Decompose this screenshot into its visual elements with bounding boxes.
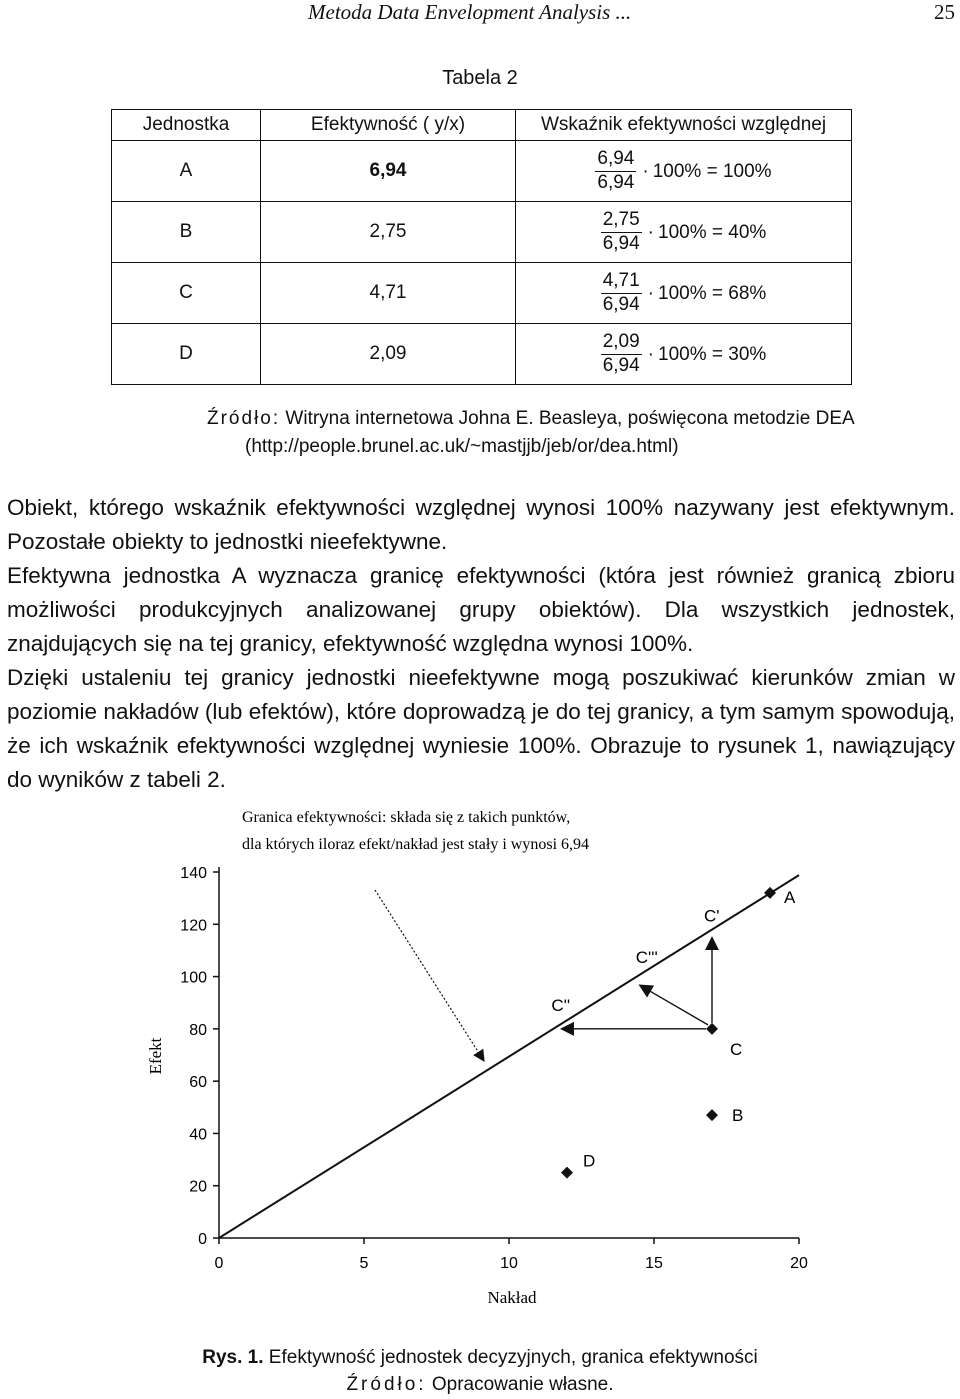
figure-title: Efektywność jednostek decyzyjnych, granica efektywności [268,1347,758,1368]
column-header: Efektywność ( y/x) [261,110,516,141]
unit-cell: B [112,202,261,263]
efficiency-frontier-line [219,875,799,1238]
point-b-marker [706,1109,718,1121]
point-d-label: D [583,1151,596,1171]
point-cprime-label: C' [704,906,720,926]
paragraph: Obiekt, którego wskaźnik efektywności względnej wynosi 100% nazywany jest efektywnym. Pozostałe obiekty to jednostki nieefektywne. [7,495,955,554]
column-header: Jednostka [112,110,261,141]
y-tick-label: 20 [189,1178,207,1196]
page-header [0,0,960,30]
figure-number: Rys. 1. [202,1347,264,1368]
fraction: $\frac{4,71}{6,94}$ [602,270,640,315]
point-cdouble-label: C'' [551,995,571,1015]
point-b-label: B [732,1106,744,1126]
source-label: Źródło: [346,1374,427,1395]
x-tick-label: 20 [790,1255,808,1272]
efficiency-cell: 6,94 [261,141,516,202]
body-text [7,491,955,797]
unit-cell: C [112,263,261,324]
source-label: Źródło: [207,408,281,429]
relative-efficiency-cell: $\frac{6,94}{6,94}$ · 100% = 100% [516,141,852,202]
y-tick-label: 40 [189,1126,207,1144]
source-text: Opracowanie własne. [431,1374,614,1395]
point-d-marker [561,1167,573,1179]
paragraph: Efektywna jednostka A wyznacza granicę efektywności (która jest również granicą zbioru możliwości produkcyjnych analizowanej grupy obiektów). Dla wszystkich jednostek, znajdujących się na tej granicy, efektywność względna wynosi 100%. [7,563,955,656]
paragraph: Dzięki ustaleniu tej granicy jednostki nieefektywne mogą poszukiwać kierunków zmian w poziomie nakładów (lub efektów), które doprowadzą je do tej granicy, a tym samym spowodują, że ich wskaźnik efektywności względnej wyniesie 100%. Obrazuje to rysunek 1, nawiązujący do wyników z tabeli 2. [7,665,955,792]
efficiency-table [111,109,852,385]
annotation-arrow [375,890,484,1061]
y-tick-label: 60 [189,1074,207,1092]
relative-efficiency-cell: $\frac{2,09}{6,94}$ · 100% = 30% [516,324,852,385]
x-tick-label: 10 [500,1255,518,1272]
projection-arrow-c-to-ctriple [640,985,708,1025]
efficiency-cell: 2,09 [261,324,516,385]
efficiency-chart [0,795,960,1325]
x-tick-label: 0 [214,1255,224,1272]
point-c-label: C [730,1039,743,1059]
running-title: Metoda Data Envelopment Analysis ... [308,0,632,24]
figure-source [0,1374,960,1396]
x-tick-label: 5 [359,1255,369,1272]
unit-cell: A [112,141,261,202]
table-row [112,202,852,263]
y-tick-label: 120 [180,917,207,935]
table-row [112,324,852,385]
point-a-label: A [784,887,796,907]
fraction: $\frac{2,75}{6,94}$ [602,209,640,254]
relative-efficiency-cell: $\frac{2,75}{6,94}$ · 100% = 40% [516,202,852,263]
y-tick-label: 0 [198,1231,207,1248]
annotation-line-2: dla których iloraz efekt/nakład jest stały i wynosi 6,94 [242,836,590,853]
table-source [207,405,855,461]
y-tick-label: 100 [180,969,207,987]
efficiency-cell: 4,71 [261,263,516,324]
figure-caption [0,1347,960,1369]
unit-cell: D [112,324,261,385]
annotation-line-1: Granica efektywności: składa się z takich punktów, [242,809,571,826]
table-row [112,141,852,202]
source-url: (http://people.brunel.ac.uk/~mastjjb/jeb/or/dea.html) [245,436,679,457]
table-row [112,263,852,324]
y-tick-label: 140 [180,865,207,882]
table-header-row [112,110,852,141]
x-tick-label: 15 [645,1255,663,1272]
fraction: $\frac{6,94}{6,94}$ [597,148,635,193]
column-header: Wskaźnik efektywności względnej [516,110,852,141]
y-axis-label: Efekt [146,1037,165,1075]
fraction: $\frac{2,09}{6,94}$ [602,331,640,376]
page-number: 25 [934,0,955,24]
relative-efficiency-cell: $\frac{4,71}{6,94}$ · 100% = 68% [516,263,852,324]
efficiency-cell: 2,75 [261,202,516,263]
x-axis-label: Nakład [487,1288,537,1307]
chart-svg [0,795,960,1325]
y-tick-label: 80 [189,1021,207,1039]
table-title: Tabela 2 [442,67,518,89]
point-a-marker [764,887,776,899]
source-text: Witryna internetowa Johna E. Beasleya, poświęcona metodzie DEA [285,408,855,429]
point-ctriple-label: C''' [635,948,658,968]
